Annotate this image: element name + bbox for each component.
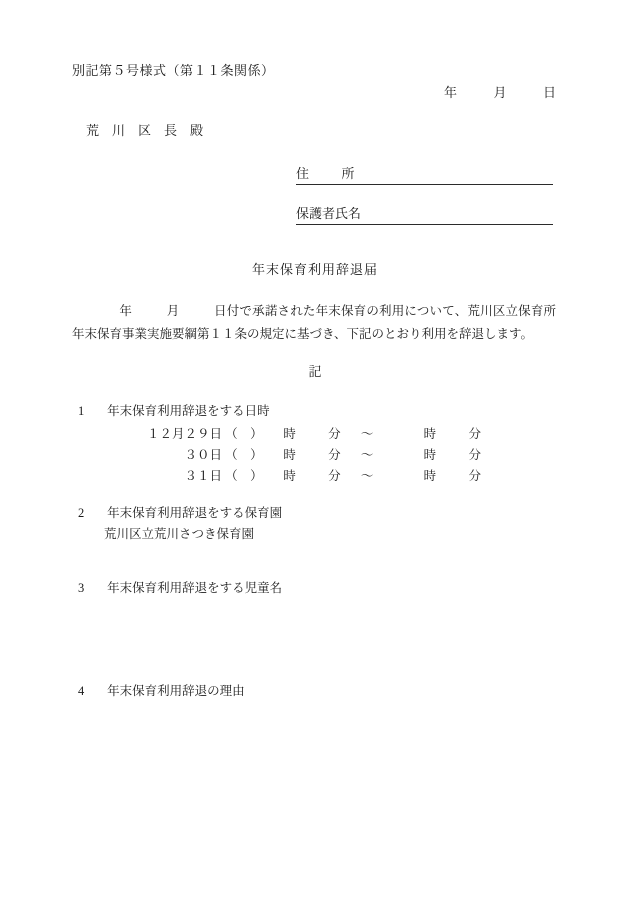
time-row[interactable]: [118, 466, 481, 484]
time-row-start-minute: 分: [328, 427, 341, 441]
body-year-label: 年: [119, 304, 133, 318]
item-4-label: 年末保育利用辞退の理由: [107, 684, 245, 698]
address-label: 住: [296, 166, 310, 181]
item-2-value: 荒川区立荒川さつき保育園: [104, 527, 255, 541]
body-month-label: 月: [166, 304, 180, 318]
body-text: 日付で承諾された年末保育の利用について、荒川区立保育所年末保育事業実施要綱第１１条の規定に基づき、下記のとおり利用を辞退します。: [72, 304, 557, 341]
time-row-tilde: ～: [360, 469, 374, 483]
time-row-end-hour: 時: [423, 427, 437, 441]
time-row-weekday-paren: （ ）: [225, 427, 263, 441]
time-row-start-hour: 時: [283, 427, 296, 441]
date-line: [0, 82, 556, 101]
time-row-start-hour: 時: [283, 448, 296, 462]
guardian-name-label: 保護者氏名: [296, 206, 362, 221]
time-row-tilde: ～: [360, 427, 374, 441]
time-row-end-hour: 時: [423, 448, 437, 462]
body-paragraph: [72, 300, 556, 346]
item-2-label: 年末保育利用辞退をする保育園: [107, 506, 283, 520]
date-month-label: 月: [493, 85, 507, 100]
time-row-day: ３０日: [184, 448, 222, 462]
time-row-end-minute: 分: [468, 469, 481, 483]
time-row-start-hour: 時: [283, 469, 296, 483]
time-row-end-minute: 分: [468, 448, 481, 462]
address-field[interactable]: [296, 163, 553, 185]
item-1-heading: [78, 401, 270, 419]
time-row[interactable]: [118, 445, 481, 463]
time-row-start-minute: 分: [328, 469, 341, 483]
addressee-line: 荒 川 区 長 殿: [86, 123, 204, 138]
document-title: 年末保育利用辞退届: [251, 262, 378, 277]
time-row-weekday-paren: （ ）: [225, 469, 263, 483]
item-4-heading: [78, 681, 245, 699]
time-row[interactable]: [118, 424, 481, 442]
item-3-number: 3: [78, 581, 85, 595]
item-3-heading: [78, 578, 282, 596]
time-row-day: ３１日: [184, 469, 222, 483]
time-row-end-hour: 時: [423, 469, 437, 483]
guardian-name-field[interactable]: [296, 203, 553, 225]
address-label-second: 所: [341, 166, 355, 181]
time-row-end-minute: 分: [468, 427, 481, 441]
time-row-day: １２月２９日: [146, 427, 222, 441]
time-row-start-minute: 分: [328, 448, 341, 462]
date-year-label: 年: [443, 85, 457, 100]
ki-marker: 記: [308, 364, 322, 379]
time-row-tilde: ～: [360, 448, 374, 462]
item-1-label: 年末保育利用辞退をする日時: [107, 404, 270, 418]
item-4-number: 4: [78, 684, 85, 698]
item-3-label: 年末保育利用辞退をする児童名: [107, 581, 283, 595]
item-2-heading: [78, 503, 282, 521]
item-2-number: 2: [78, 506, 85, 520]
time-row-weekday-paren: （ ）: [225, 448, 263, 462]
item-1-number: 1: [78, 404, 85, 418]
form-number: 別記第５号様式（第１１条関係）: [72, 63, 275, 78]
date-day-label: 日: [542, 85, 556, 100]
